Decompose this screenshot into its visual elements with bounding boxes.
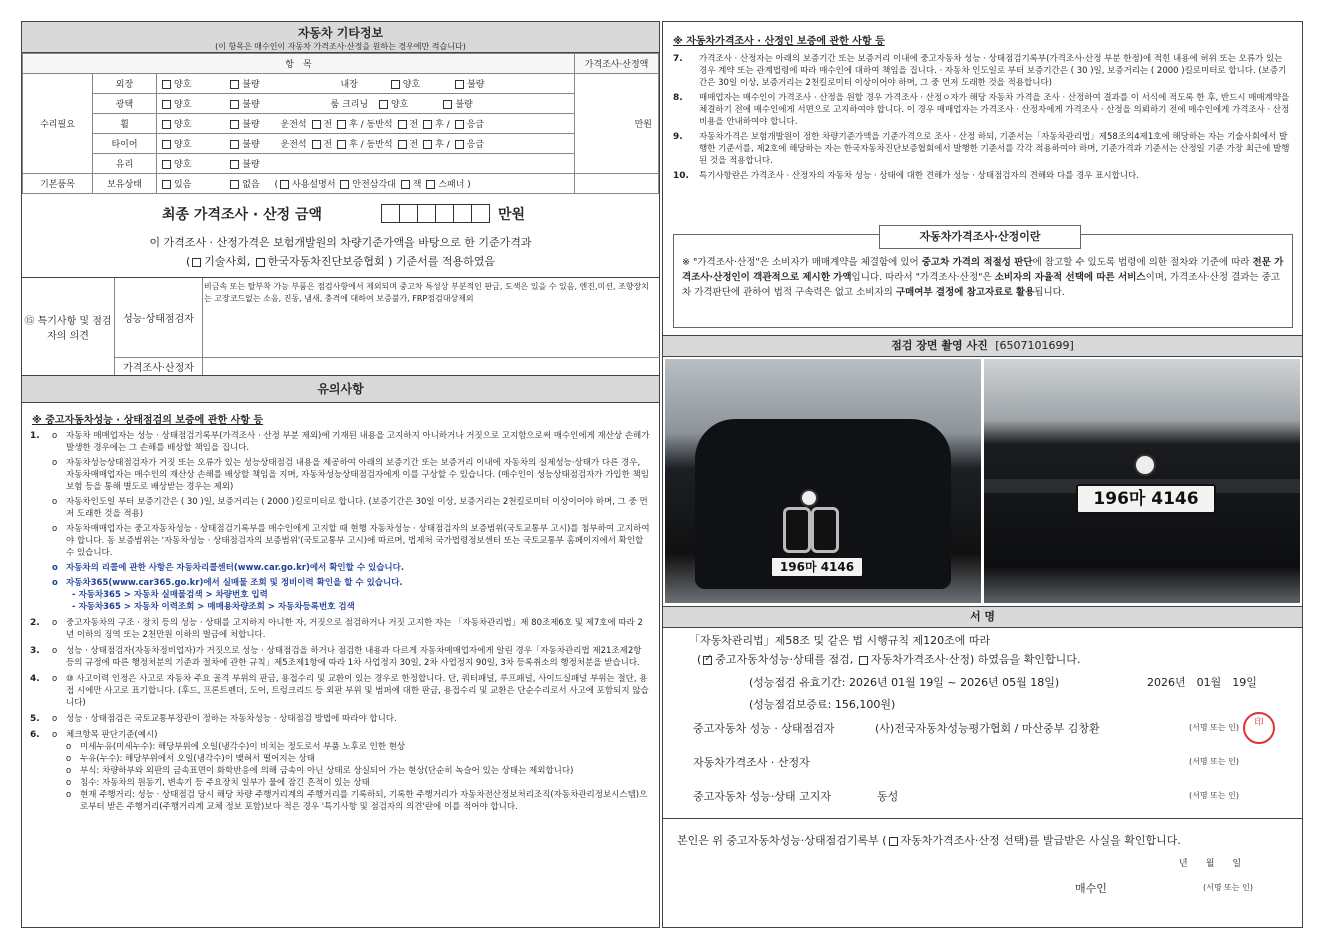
basic-label: 기본품목 <box>23 174 93 194</box>
price-check-label: 자동차가격조사·산정) 하였음을 확인합니다. <box>870 653 1081 666</box>
other-info-title: 자동차 기타정보 <box>297 26 384 40</box>
definition-title: 자동차가격조사·산정이란 <box>879 225 1081 249</box>
good-label: 양호 <box>174 100 192 110</box>
validity-period: (성능점검 유효기간: 2026년 01월 19일 ~ 2026년 05월 18일) <box>749 676 1060 689</box>
price-digit-box[interactable] <box>400 204 418 223</box>
front-label: 전 <box>323 120 333 130</box>
note-1-c: 자동차인도일 부터 보증기간은 ( 30 )일, 보증거리는 ( 2000 )킬로미터로 합니다. (보증기간은 30일 이상, 보증거리는 2천킬로미터 이상이어야 하며, 그 중 먼저 도래한 것을 적용) <box>66 497 648 519</box>
note-6-b: 누유(누수): 해당부위에서 오일(냉각수)이 맺혀서 떨어지는 상태 <box>80 754 315 764</box>
glass-good-checkbox[interactable] <box>162 160 171 169</box>
repair-label: 수리필요 <box>23 74 93 174</box>
special-section <box>22 278 659 376</box>
front-label: 전 <box>409 140 419 150</box>
note-6-title: 체크항목 판단기준(예시) <box>66 730 158 740</box>
room-good-checkbox[interactable] <box>379 100 388 109</box>
interior-bad-checkbox[interactable] <box>455 80 464 89</box>
gloss-good-checkbox[interactable] <box>162 100 171 109</box>
col-price-header: 가격조사·산정액 <box>575 54 659 74</box>
performance-check-checkbox[interactable] <box>703 656 712 665</box>
appraiser-label: 자동차가격조사 · 산정자 <box>693 756 810 769</box>
row-tire-values: 양호 불량 운전석 전 후 / 동반석 전 후 / 응급 <box>157 134 575 154</box>
good-label: 양호 <box>391 100 409 110</box>
inspector-label: 중고자동차 성능 · 상태점검자 <box>693 722 835 735</box>
good-label: 양호 <box>174 120 192 130</box>
gloss-bad-checkbox[interactable] <box>230 100 239 109</box>
wheel-emergency-checkbox[interactable] <box>455 120 464 129</box>
interior-good-checkbox[interactable] <box>391 80 400 89</box>
notifier-name: 동성 <box>877 790 899 803</box>
price-unit: 만원 <box>575 74 659 174</box>
photo-title: 점검 장면 촬영 사진 <box>891 339 988 352</box>
exterior-good-checkbox[interactable] <box>162 80 171 89</box>
manual-label: 사용설명서 <box>292 180 336 190</box>
wheel-pass-front-checkbox[interactable] <box>398 120 407 129</box>
sign-law: 「자동차관리법」제58조 및 같은 법 시행규칙 제120조에 따라 <box>689 634 991 647</box>
passenger-seat-label: 동반석 <box>366 120 393 130</box>
buyer-sig-note: (서명 또는 인) <box>1203 883 1253 892</box>
row-glass: 유리 <box>93 154 157 174</box>
inspector-name: (사)전국자동차성능평가협회 / 마산중부 김창환 <box>875 722 1100 735</box>
room-cleaning-label: 룸 크리닝 <box>330 100 369 110</box>
note-item-5: 5. o 성능 · 상태점검은 국토교통부장관이 정하는 자동차성능 · 상태점검 방법에 따라야 합니다. <box>30 714 397 724</box>
emergency-label: 응급 <box>466 140 484 150</box>
note-6-e: 현재 주행거리: 성능 · 상태점검 당시 해당 차량 주행거리계의 주행거리를 기록하되, 기록한 주행거리가 자동차전산정보처리조직(자동차관리정보시스템)으로부터 받은 주행거리(주행거리계 교체 정보 포함)보다 적은 경우 '특기사항 및 점검자의 의견'란에 이를 적어야 합니다. <box>80 790 648 812</box>
final-price-label: 최종 가격조사 · 산정 금액 <box>162 207 323 223</box>
exterior-bad-checkbox[interactable] <box>230 80 239 89</box>
final-price-unit: 만원 <box>498 207 526 223</box>
front-label: 전 <box>409 120 419 130</box>
triangle-label: 안전삼각대 <box>352 180 396 190</box>
note-item-3: 3. o 성능 · 상태점검자(자동차정비업자)가 거짓으로 성능 · 상태점검을 하거나 점검한 내용과 다르게 자동차매매업자에게 알린 경우「자동차관리법 제21조제2항 등의 규정에 따른 행정처분의 기준과 절차에 관한 규칙」제5조제1항에 따라 1차 사업정지 30일, 2차 사업정지 90일, 3차 등록취소의 행정처분을 받습니다. <box>30 645 651 669</box>
right-note-9-text: 자동차가격은 보험개발원이 정한 차량기준가액을 기준가격으로 조사 · 산정 하되, 기준서는「자동차관리법」제58조의4제1호에 해당하는 자는 기술사회에서 발행한 기준서를, 제2호에 해당하는 자는 한국자동차진단보증협회에서 발행한 기준서를 각각 적용하여야 하며, 기준가격과 기준서는 산정일 기준 가장 최근에 발행된 것을 적용합니다. <box>699 132 1290 166</box>
note-6-a: 미세누유(미세누수): 해당부위에 오일(냉각수)이 비치는 정도로서 부품 노후로 인한 현상 <box>80 742 406 752</box>
appraisal-definition-box <box>673 230 1293 328</box>
bad-label: 불량 <box>242 140 260 150</box>
wheel-good-checkbox[interactable] <box>162 120 171 129</box>
kadwa-label: 한국자동차진단보증협회 <box>267 255 385 268</box>
interior-label: 내장 <box>340 80 358 90</box>
row-wheel: 휠 <box>93 114 157 134</box>
rear-plate: 196마 4146 <box>1076 484 1216 514</box>
owned-none-checkbox[interactable] <box>230 180 239 189</box>
inspector-sig-note: (서명 또는 인) <box>1189 723 1239 732</box>
tire-emergency-checkbox[interactable] <box>455 140 464 149</box>
notes-subtitle: ※ 중고자동차성능 · 상태점검의 보증에 관한 사항 등 <box>32 415 264 426</box>
other-info-header <box>22 22 659 53</box>
good-label: 양호 <box>174 140 192 150</box>
recall-link[interactable]: 자동차의 리콜에 관한 사항은 자동차리콜센터(www.car.go.kr)에서 확인할 수 있습니다. <box>66 563 405 573</box>
wheel-pass-rear-checkbox[interactable] <box>423 120 432 129</box>
row-exterior-values <box>157 74 575 94</box>
buyer-confirm-line <box>677 832 1181 848</box>
kidney-grille-left <box>783 507 811 553</box>
price-digit-box[interactable] <box>436 204 454 223</box>
good-label: 양호 <box>174 80 192 90</box>
right-note-9: 9. 자동차가격은 보험개발원이 정한 차량기준가액을 기준가격으로 조사 · 산정 하되, 기준서는「자동차관리법」제58조의4제1호에 해당하는 자는 기술사회에서 발행한 기준서를, 제2호에 해당하는 자는 한국자동차진단보증협회에서 발행한 기준서를 각각 적용하여야 하며, 기준가격과 기준서는 산정일 기준 가장 최근에 발행된 것을 적용합니다. <box>673 131 1292 167</box>
photo-header <box>663 335 1302 357</box>
right-note-7-text: 가격조사 · 산정자는 아래의 보증기간 또는 보증거리 이내에 중고자동차 성능 · 상태점검기록부(가격조사·산정 부분 한정)에 적힌 내용에 허위 또는 오류가 있는 경우 계약 또는 관계법령에 따라 매수인에 대하여 책임을 집니다. · 자동차 인도일로 부터 보증기간은 ( 30 )일, 보증거리는 ( 2000 )킬로미터로 합니다. (보증기간은 30일 이상, 보증거리는 2천킬로미터 이상이어야 하며, 그 중 먼저 도래한 것을 적용합니다) <box>699 54 1287 88</box>
buyer-divider <box>663 818 1302 819</box>
note-item-2: 2. o 중고자동차의 구조 · 장치 등의 성능 · 상태를 고지하지 아니한 자, 거짓으로 점검하거나 거짓 고지한 자는 「자동차관리법」제 80조제6호 및 제7호에 따라 2년 이하의 징역 또는 2천만원 이하의 벌금에 처합니다. <box>30 617 651 641</box>
tire-driver-front-checkbox[interactable] <box>312 140 321 149</box>
triangle-checkbox[interactable] <box>340 180 349 189</box>
bad-label: 불량 <box>242 120 260 130</box>
jack-label: 잭 <box>412 180 422 190</box>
special-row1: 성능·상태점검자 <box>115 278 203 358</box>
glass-bad-checkbox[interactable] <box>230 160 239 169</box>
driver-seat-label: 운전석 <box>280 140 307 150</box>
bmw-logo-icon <box>1134 454 1156 476</box>
buyer-label: 매수인 <box>1075 882 1107 895</box>
price-digit-box[interactable] <box>472 204 490 223</box>
sign-header: 서 명 <box>663 606 1302 628</box>
manual-checkbox[interactable] <box>280 180 289 189</box>
right-notes-title: ※ 자동차가격조사 · 산정인 보증에 관한 사항 등 <box>673 36 885 47</box>
bad-label: 불량 <box>242 80 260 90</box>
row-wheel-values: 양호 불량 운전석 전 후 / 동반석 전 후 / 응급 <box>157 114 575 134</box>
note-1-d: 자동차매매업자는 중고자동차성능 · 상태점검기록부를 매수인에게 고지할 때 현행 자동차성능 · 상태점검자의 보증범위(국토교통부 고시)를 첨부하여 고지하여야 합니다. 동 보증범위는 '자동차성능 · 상태점검자의 보증범위'(국토교통부 고시)에 따르며, 법제처 국가법령정보센터 또는 국토교통부 홈페이지에서 확인할 수 있습니다. <box>66 524 650 558</box>
left-column <box>21 21 660 928</box>
buyer-price-checkbox[interactable] <box>889 837 898 846</box>
note-item-4: 4. o ⑩ 사고이력 인정은 사고로 자동차 주요 골격 부위의 판금, 용접수리 및 교환이 있는 경우로 한정합니다. 단, 쿼터패널, 루프패널, 사이드실패널 부위는 절단, 용접 시에만 사고로 표기합니다. (후드, 프론트펜더, 도어, 트렁크리드 등 외판 부위 및 범퍼에 대한 판금, 용접수리 및 교환은 단순수리로서 사고에 포함되지 않습니다) <box>30 673 651 709</box>
note-item-6: 6. o 체크항목 판단기준(예시) o 미세누유(미세누수): 해당부위에 오일(냉각수)이 비치는 정도로서 부품 노후로 인한 현상 o 누유(누수): 해당부위에서 오일(냉각수)이 맺혀서 떨어지는 상태 o 부식: 차량하부와 외판의 금속표면이 화학반응에 의해 금속이 아닌 상태로 상실되어 가는 현상(단순히 녹슬어 있는 상태는 제외합니다) o 침수: 자동차의 원동기, 변속기 등 주요장치 일부가 물에 잠긴 흔적이 있는 상태 o 현재 주행거리: 성능 · 상태점검 당시 해당 차량 주행거리계의 주행거리를 기록하되, 기록한 주행거리가 자동차전산정보처리조직(자동차관리정보시스템)으로부터 받은 주행거리(주행거리계 교체 정보 포함)보다 적은 경우 '특기사항 및 점검자의 의견'란에 이를 적어야 합니다. <box>30 729 651 813</box>
basic-price-cell <box>575 174 659 194</box>
row-glass-values <box>157 154 575 174</box>
have-label: 있음 <box>174 180 192 190</box>
row-gloss: 광택 <box>93 94 157 114</box>
spanner-label: 스패너 <box>438 180 465 190</box>
special-row2: 가격조사·산정자 <box>115 358 203 375</box>
right-note-7: 7. 가격조사 · 산정자는 아래의 보증기간 또는 보증거리 이내에 중고자동차 성능 · 상태점검기록부(가격조사·산정 부분 한정)에 적힌 내용에 허위 또는 오류가 있는 경우 계약 또는 관계법령에 따라 매수인에 대하여 책임을 집니다. · 자동차 인도일로 부터 보증기간은 ( 30 )일, 보증거리는 ( 2000 )킬로미터로 합니다. (보증기간은 30일 이상, 보증거리는 2천킬로미터 이상이어야 하며, 그 중 먼저 도래한 것을 적용합니다) <box>673 53 1292 89</box>
price-check-checkbox[interactable] <box>859 656 868 665</box>
notifier-label: 중고자동차 성능·상태 고지자 <box>693 790 832 803</box>
kidney-grille-right <box>811 507 839 553</box>
good-label: 양호 <box>174 160 192 170</box>
row-gloss-values <box>157 94 575 114</box>
rear-label: 후 <box>349 140 358 150</box>
col-item-header: 항 목 <box>23 54 575 74</box>
jack-checkbox[interactable] <box>401 180 410 189</box>
right-column <box>662 21 1303 928</box>
notifier-sig-note: (서명 또는 인) <box>1189 791 1239 800</box>
buyer-confirm-text: 본인은 위 중고자동차성능·상태점검기록부 ( <box>677 834 887 847</box>
tech-society-label: 기술사회, <box>204 255 251 268</box>
emergency-label: 응급 <box>466 120 484 130</box>
bad-label: 불량 <box>242 100 260 110</box>
bad-label: 불량 <box>455 100 473 110</box>
wheel-bad-checkbox[interactable] <box>230 120 239 129</box>
appraiser-sig-note: (서명 또는 인) <box>1189 757 1239 766</box>
tire-bad-checkbox[interactable] <box>230 140 239 149</box>
right-note-8: 8. 매매업자는 매수인이 가격조사 · 산정을 원할 경우 가격조사 · 산정ㅇ자가 해당 자동차 가격을 조사 · 산정하여 결과를 이 서식에 적도록 한 후, 반드시 매매계약을 체결하기 전에 매수인에게 서면으로 고지하여야 합니다. 이 경우 매매업자는 가격조사 · 산정자에게 가격조사 · 산정을 의뢰하기 전에 매수인에게 가격조사 · 산정 비용을 안내하여야 합니다. <box>673 92 1292 128</box>
note-3-text: 성능 · 상태점검자(자동차정비업자)가 거짓으로 성능 · 상태점검을 하거나 점검한 내용과 다르게 자동차매매업자에게 알린 경우「자동차관리법 제21조제2항 등의 규정에 따른 행정처분의 기준과 절차에 관한 규칙」제5조제1항에 따라 1차 사업정지 30일, 2차 사업정지 90일, 3차 등록취소의 행정처분을 받습니다. <box>66 646 642 668</box>
note-1-a: 자동차 매매업자는 성능 · 상태점검기록부(가격조사 · 산정 부분 제외)에 기재된 내용을 고지하지 아니하거나 거짓으로 고지함으로써 매수인에게 재산상 손해가 발생한 경우에는 그 손해를 배상할 책임을 집니다. <box>66 431 650 453</box>
right-note-10-text: 특기사항란은 가격조사 · 산정자의 자동차 성능 · 상태에 대한 견해가 성능 · 상태점검자의 견해와 다를 경우 표시합니다. <box>699 171 1139 181</box>
rear-label: 후 <box>435 140 444 150</box>
notes-header: 유의사항 <box>22 376 659 403</box>
bad-label: 불량 <box>467 80 485 90</box>
row-exterior: 외장 <box>93 74 157 94</box>
note-1-b: 자동차성능상태점검자가 거짓 또는 오류가 있는 성능상태점검 내용을 제공하여 아래의 보증기간 또는 보증거리 이내에 자동차의 실제성능·상태가 다른 경우, 자동차매매업자는 매수인의 재산상 손해를 배상할 책임을 지며, 자동차성능상태점검자에게 이를 구상할 수 있습니다. (매수인이 성능상태점검자가 가입한 책임보험 등을 통해 별도로 배상받는 경우는 제외) <box>66 458 649 492</box>
note-6-c: 부식: 차량하부와 외판의 금속표면이 화학반응에 의해 금속이 아닌 상태로 상실되어 가는 현상(단순히 녹슬어 있는 상태는 제외합니다) <box>80 766 574 776</box>
warranty-fee: (성능점검보증료: 156,100원) <box>749 698 896 711</box>
bad-label: 불량 <box>242 160 260 170</box>
tire-driver-rear-checkbox[interactable] <box>337 140 346 149</box>
owned-have-checkbox[interactable] <box>162 180 171 189</box>
final-basis: 이 가격조사 · 산정가격은 보험개발원의 차량기준가액을 바탕으로 한 기준가격과 <box>149 236 532 249</box>
special-label: ⑮ 특기사항 및 점검자의 의견 <box>22 278 115 375</box>
tire-pass-front-checkbox[interactable] <box>398 140 407 149</box>
kadwa-checkbox[interactable] <box>256 258 265 267</box>
sign-date: 2026년 01월 19일 <box>1147 676 1257 689</box>
performance-check-label: 중고자동차성능·상태를 점검, <box>715 653 854 666</box>
right-note-10: 10. 특기사항란은 가격조사 · 산정자의 자동차 성능 · 상태에 대한 견해가 성능 · 상태점검자의 견해와 다를 경우 표시합니다. <box>673 170 1292 182</box>
final-price-section <box>22 194 659 278</box>
passenger-seat-label: 동반석 <box>366 140 393 150</box>
final-basis-options: ( 기술사회, 한국자동차진단보증협회 ) 기준서를 적용하였음 <box>185 255 496 268</box>
note-2-text: 중고자동차의 구조 · 장치 등의 성능 · 상태를 고지하지 아니한 자, 거짓으로 점검하거나 거짓 고지한 자는 「자동차관리법」제 80조제6호 및 제7호에 따라 2년 이하의 징역 또는 2천만원 이하의 벌금에 처합니다. <box>66 618 643 640</box>
note-4-text: ⑩ 사고이력 인정은 사고로 자동차 주요 골격 부위의 판금, 용접수리 및 교환이 있는 경우로 한정합니다. 단, 쿼터패널, 루프패널, 사이드실패널 부위는 절단, 용접 시에만 사고로 표기합니다. (후드, 프론트펜더, 도어, 트렁크리드 등 외판 부위 및 범퍼에 대한 판금, 용접수리 및 교환은 단순수리로서 사고에 포함되지 않습니다) <box>66 674 649 708</box>
tech-society-checkbox[interactable] <box>192 258 201 267</box>
driver-seat-label: 운전석 <box>280 120 307 130</box>
basis-end: ) 기준서를 적용하였음 <box>388 255 496 268</box>
other-info-subtitle: (이 항목은 매수인이 자동차 가격조사·산정을 원하는 경우에만 적습니다) <box>215 42 466 51</box>
right-note-8-text: 매매업자는 매수인이 가격조사 · 산정을 원할 경우 가격조사 · 산정ㅇ자가 해당 자동차 가격을 조사 · 산정하여 결과를 이 서식에 적도록 한 후, 반드시 매매계약을 체결하기 전에 매수인에게 서면으로 고지하여야 합니다. 이 경우 매매업자는 가격조사 · 산정자에게 가격조사 · 산정을 의뢰하기 전에 매수인에게 가격조사 · 산정 비용을 안내하여야 합니다. <box>699 93 1290 127</box>
tire-pass-rear-checkbox[interactable] <box>423 140 432 149</box>
tire-good-checkbox[interactable] <box>162 140 171 149</box>
room-bad-checkbox[interactable] <box>443 100 452 109</box>
row-owned: 보유상태 <box>93 174 157 194</box>
wheel-driver-rear-checkbox[interactable] <box>337 120 346 129</box>
definition-text: ※ "가격조사·산정"은 소비자가 매매계약을 체결함에 있어 중고차 가격의 적절성 판단에 참고할 수 있도록 법령에 의한 절차와 기준에 따라 전문 가격조사·산정인이 객관적으로 제시한 가액입니다. 따라서 "가격조사·산정"은 소비자의 자율적 선택에 따른 서비스이며, 가격조사·산정 결과는 중고차 가격판단에 관하여 법적 구속력은 없고 소비자의 구매여부 결정에 참고자료로 활용됩니다. <box>682 257 1284 298</box>
sign-check-line: (✓ 중고자동차성능·상태를 점검, 자동차가격조사·산정) 하였음을 확인합니다. <box>697 651 1080 667</box>
price-digit-box[interactable] <box>381 204 400 223</box>
buyer-confirm-end: 자동차가격조사·산정 선택)를 발급받은 사실을 확인합니다. <box>900 834 1181 847</box>
good-label: 양호 <box>402 80 421 90</box>
note-item-1: 1. o 자동차 매매업자는 성능 · 상태점검기록부(가격조사 · 산정 부분 제외)에 기재된 내용을 고지하지 아니하거나 거짓으로 고지함으로써 매수인에게 재산상 손해가 발생한 경우에는 그 손해를 배상할 책임을 집니다. o 자동차성능상태점검자가 거짓 또는 오류가 있는 성능상태점검 내용을 제공하여 아래의 보증기간 또는 보증거리 이내에 자동차의 실제성능·상태가 다른 경우, 자동차매매업자는 매수인의 재산상 손해를 배상할 책임을 지며, 자동차성능상태점검자에게 이를 구상할 수 있습니다. (매수인이 성능상태점검자가 가입한 책임보험 등을 통해 별도로 배상받는 경우는 제외) o 자동차인도일 부터 보증기간은 ( 30 )일, 보증거리는 ( 2000 )킬로미터로 합니다. (보증기간은 30일 이상, 보증거리는 2천킬로미터 이상이어야 하며, 그 중 먼저 도래한 것을 적용) o 자동차매매업자는 중고자동차성능 · 상태점검기록부를 매수인에게 고지할 때 현행 자동차성능 · 상태점검자의 보증범위(국토교통부 고시)를 첨부하여 고지하여야 합니다. 동 보증범위는 '자동차성능 · 상태점검자의 보증범위'(국토교통부 고시)에 따르며, 법제처 국가법령정보센터 또는 국토교통부 홈페이지에서 확인할 수 있습니다. o 자동차의 리콜에 관한 사항은 자동차리콜센터(www.car.go.kr)에서 확인할 수 있습니다. o 자동차365(www.car365.go.kr)에서 실매물 조회 및 정비이력 확인을 할 수 있습니다. - 자동차365 > 자동차 실매물검색 > 차량번호 입력 - 자동차365 > 자동차 이력조회 > 매매용차량조회 > 자동차등록번호 검색 <box>30 431 650 612</box>
car365-path-1: - 자동차365 > 자동차 실매물검색 > 차량번호 입력 <box>72 590 268 600</box>
car365-path-2: - 자동차365 > 자동차 이력조회 > 매매용차량조회 > 자동차등록번호 검색 <box>72 602 355 612</box>
price-digit-box[interactable] <box>454 204 472 223</box>
rear-label: 후 <box>435 120 444 130</box>
inspector-seal-icon: 印 <box>1243 712 1275 744</box>
price-digit-box[interactable] <box>418 204 436 223</box>
spanner-checkbox[interactable] <box>426 180 435 189</box>
row-tire: 타이어 <box>93 134 157 154</box>
final-price-boxes <box>381 204 490 223</box>
buyer-date: 년 월 일 <box>1179 859 1242 869</box>
none-label: 없음 <box>242 180 260 190</box>
other-info-table <box>22 53 659 194</box>
note-6-d: 침수: 자동차의 원동기, 변속기 등 주요장치 일부가 물에 잠긴 흔적이 있는 상태 <box>80 778 370 788</box>
front-plate: 196마 4146 <box>770 556 864 578</box>
rear-photo <box>984 359 1300 603</box>
bmw-logo-icon <box>800 489 818 507</box>
car365-link[interactable]: 자동차365(www.car365.go.kr)에서 실매물 조회 및 정비이력 확인을 할 수 있습니다. <box>66 578 403 588</box>
front-label: 전 <box>323 140 333 150</box>
special-divider <box>203 357 660 358</box>
front-photo <box>665 359 981 603</box>
note-5-text: 성능 · 상태점검은 국토교통부장관이 정하는 자동차성능 · 상태점검 방법에 따라야 합니다. <box>66 714 397 724</box>
special-text: 비금속 또는 탈부착 가능 부품은 점검사항에서 제외되며 중고차 특성상 부분적인 판금, 도색은 있을 수 있음, 엔진,미션, 조향장치는 고장코드없는 소음, 진동, 냄새, 충격에 대하여 보증불가, FRP점검대상제외 <box>204 282 649 303</box>
wheel-driver-front-checkbox[interactable] <box>312 120 321 129</box>
rear-label: 후 <box>349 120 358 130</box>
row-owned-values: 있음 없음 ( 사용설명서 안전삼각대 잭 스패너 ) <box>157 174 575 194</box>
photo-code: [6507101699] <box>995 339 1074 352</box>
